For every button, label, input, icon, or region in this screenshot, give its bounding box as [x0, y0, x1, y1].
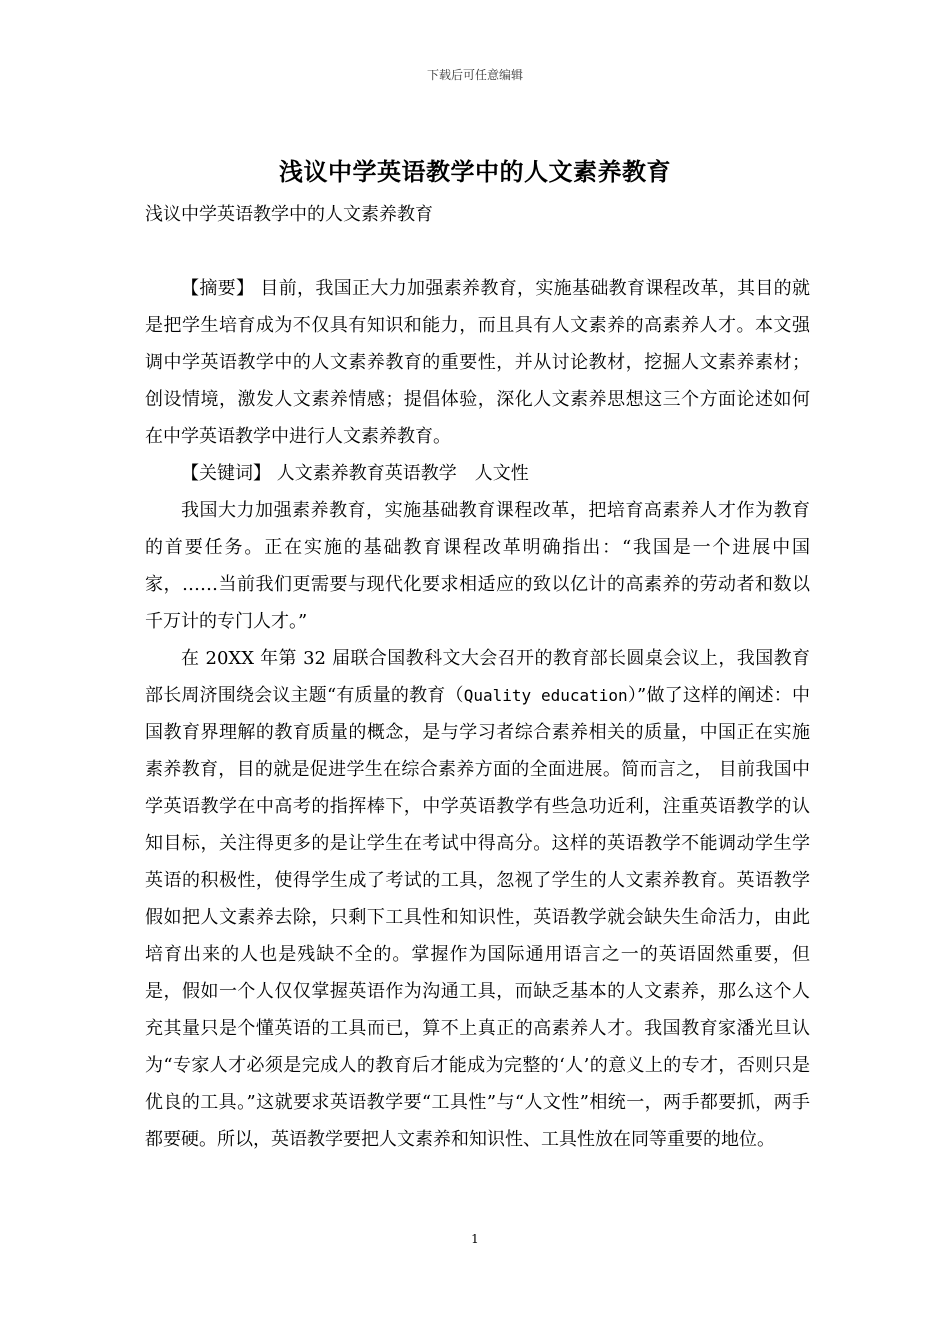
body-paragraph-1: 我国大力加强素养教育，实施基础教育课程改革，把培育高素养人才作为教育的首要任务。正在实施的基础教育课程改革明确指出：“我国是一个进展中国家，……当前我们更需要与现代化要求相适应的致以亿计的高素养的劳动者和数以千万计的专门人才。”: [145, 500, 810, 632]
document-body: [145, 270, 810, 1158]
body-paragraph-2: [145, 640, 810, 1158]
page-number: 1: [471, 1232, 479, 1246]
page-header: 下载后可任意编辑: [426, 68, 523, 82]
document-subtitle: 浅议中学英语教学中的人文素养教育: [145, 204, 433, 225]
abstract-paragraph: 【摘要】 目前，我国正大力加强素养教育，实施基础教育课程改革，其目的就是把学生培育成为不仅具有知识和能力，而且具有人文素养的高素养人才。本文强调中学英语教学中的人文素养教育的重要性，并从讨论教材，挖掘人文素养素材；创设情境，激发人文素养情感；提倡体验，深化人文素养思想这三个方面论述如何在中学英语教学中进行人文素养教育。: [145, 278, 810, 447]
body-paragraph-2-part-1: 在 20XX 年第 32 届联合国教科文大会召开的教育部长圆桌会议上，我国教育部长周济围绕会议主题“有质量的教育（: [145, 648, 810, 706]
body-paragraph-2-part-2: ）”做了这样的阐述：中国教育界理解的教育质量的概念，是与学习者综合素养相关的质量，中国正在实施素养教育，目的就是促进学生在综合素养方面的全面进展。简而言之， 目前我国中学英语教学在中高考的指挥棒下，中学英语教学有些急功近利，注重英语教学的认知目标，关注得更多的是让学生在考试中得高分。这样的英语教学不能调动学生学英语的积极性，使得学生成了考试的工具，忽视了学生的人文素养教育。英语教学假如把人文素养去除，只剩下工具性和知识性，英语教学就会缺失生命活力，由此培育出来的人也是残缺不全的。掌握作为国际通用语言之一的英语固然重要，但是，假如一个人仅仅掌握英语作为沟通工具，而缺乏基本的人文素养，那么这个人充其量只是个懂英语的工具而已，算不上真正的高素养人才。我国教育家潘光旦认为“专家人才必须是完成人的教育后才能成为完整的‘人’的意义上的专才，否则只是优良的工具。”这就要求英语教学要“工具性”与“人文性”相统一，两手都要抓，两手都要硬。所以，英语教学要把人文素养和知识性、工具性放在同等重要的地位。: [145, 685, 810, 1150]
keywords-paragraph: 【关键词】 人文素养教育英语教学 人文性: [181, 463, 529, 484]
quality-education-term: Quality education: [463, 686, 628, 705]
document-title: 浅议中学英语教学中的人文素养教育: [279, 157, 671, 186]
